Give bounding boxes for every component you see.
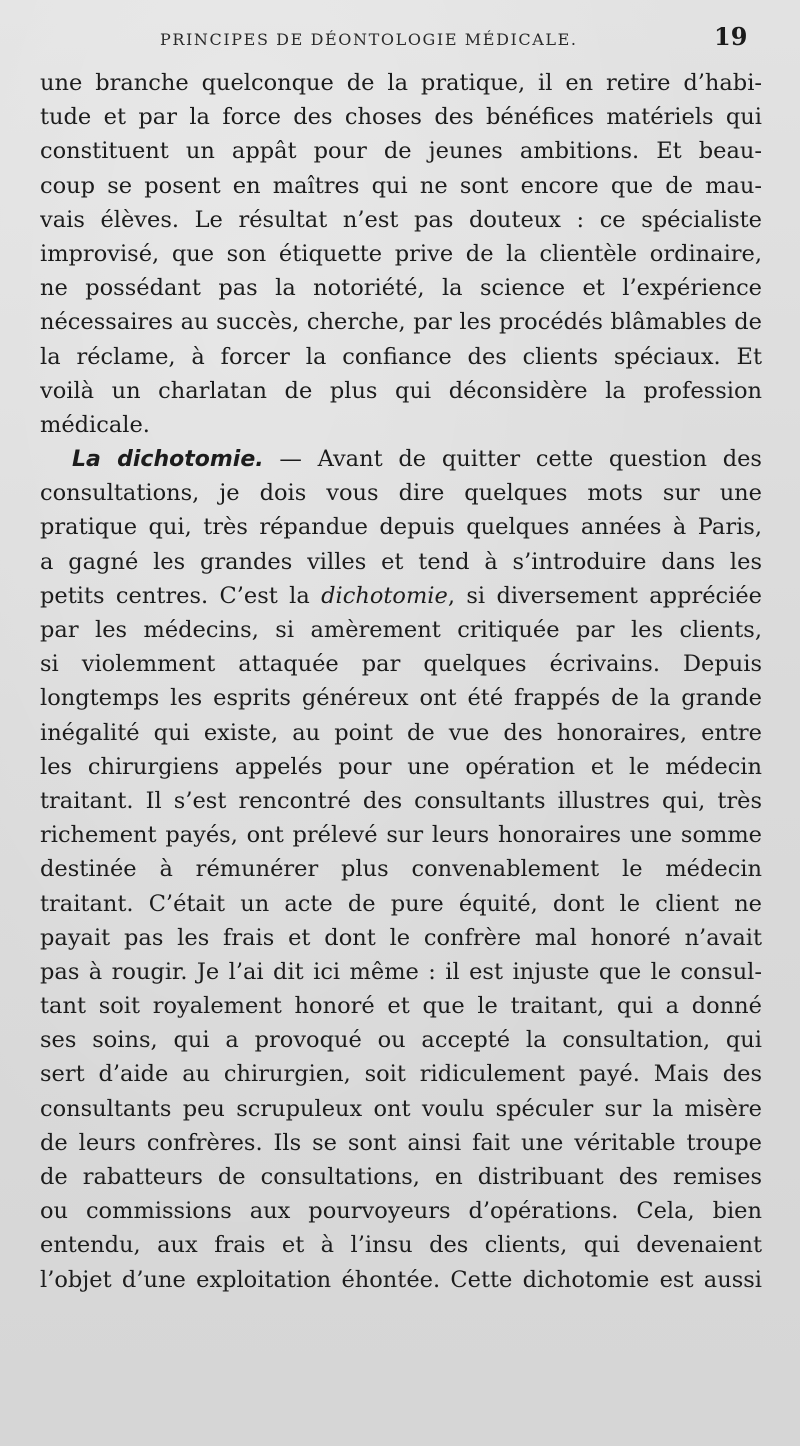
page-header xyxy=(0,22,800,58)
dichotomie-line xyxy=(40,579,762,613)
text-line: de leurs confrères. Ils se sont ainsi fait une véritable troupe xyxy=(40,1129,762,1156)
text-line: par les médecins, si amèrement critiquée par les clients, xyxy=(40,617,762,643)
text-line: vais élèves. Le résultat n’est pas douteux : ce spécialiste xyxy=(40,206,762,233)
text-line: l’objet d’une exploitation éhontée. Cette dichotomie est aussi xyxy=(40,1266,762,1293)
dicho-before: petits centres. C’est la xyxy=(40,582,322,609)
text-line: pas à rougir. Je l’ai dit ici même : il est injuste que le consul- xyxy=(40,958,762,985)
running-title: PRINCIPES DE DÉONTOLOGIE MÉDICALE. xyxy=(160,30,578,49)
text-line: entendu, aux frais et à l’insu des clients, qui devenaient xyxy=(40,1232,762,1259)
text-line: ses soins, qui a provoqué ou accepté la consultation, qui xyxy=(40,1027,762,1054)
text-line: médicale. xyxy=(40,411,150,438)
text-line: tant soit royalement honoré et que le traitant, qui a donné xyxy=(40,993,762,1020)
text-line: pratique qui, très répandue depuis quelques années à Paris, xyxy=(40,514,762,541)
text-line: tude et par la force des choses des bénéfices matériels qui xyxy=(40,104,762,131)
text-line: coup se posent en maîtres qui ne sont encore que de mau- xyxy=(40,172,762,199)
text-line: longtemps les esprits généreux ont été frappés de la grande xyxy=(40,685,762,712)
text-line: inégalité qui existe, au point de vue des honoraires, entre xyxy=(40,719,762,746)
dicho-after: , si diversement appréciée xyxy=(447,582,762,609)
text-line: payait pas les frais et dont le confrère mal honoré n’avait xyxy=(40,924,762,951)
text-line: les chirurgiens appelés pour une opération et le médecin xyxy=(40,753,762,780)
text-line: une branche quelconque de la pratique, il en retire d’habi- xyxy=(40,70,762,96)
text-line: la réclame, à forcer la confiance des clients spéciaux. Et xyxy=(40,343,762,370)
text-line: traitant. C’était un acte de pure équité, dont le client ne xyxy=(40,890,762,917)
text-line: ne possédant pas la notoriété, la science et l’expérience xyxy=(40,275,762,302)
text-line: constituent un appât pour de jeunes ambitions. Et beau- xyxy=(40,138,762,165)
text-line: sert d’aide au chirurgien, soit ridiculement payé. Mais des xyxy=(40,1061,762,1088)
text-line: ou commissions aux pourvoyeurs d’opérations. Cela, bien xyxy=(40,1198,762,1225)
text-line: de rabatteurs de consultations, en distribuant des remises xyxy=(40,1164,762,1190)
text-line: voilà un charlatan de plus qui déconsidère la profession xyxy=(40,377,762,404)
text-line: richement payés, ont prélevé sur leurs honoraires une somme xyxy=(40,822,762,849)
section-heading: La dichotomie. xyxy=(72,447,264,473)
page-number: 19 xyxy=(714,22,748,51)
section-first-line xyxy=(40,442,762,476)
text-line: traitant. Il s’est rencontré des consultants illustres qui, très xyxy=(40,787,762,814)
text-line: consultants peu scrupuleux ont voulu spéculer sur la misère xyxy=(40,1095,762,1122)
body-text xyxy=(40,66,762,1297)
text-line: improvisé, que son étiquette prive de la clientèle ordinaire, xyxy=(40,240,762,267)
text-line: nécessaires au succès, cherche, par les procédés blâmables de xyxy=(40,309,762,336)
text-line: consultations, je dois vous dire quelques mots sur une xyxy=(40,480,762,507)
section-first-line-text: — Avant de quitter cette question des xyxy=(263,446,762,473)
text-line: a gagné les grandes villes et tend à s’introduire dans les xyxy=(40,548,762,575)
text-line: si violemment attaquée par quelques écrivains. Depuis xyxy=(40,651,762,678)
dicho-term: dichotomie xyxy=(321,582,448,609)
text-line: destinée à rémunérer plus convenablement le médecin xyxy=(40,856,762,883)
